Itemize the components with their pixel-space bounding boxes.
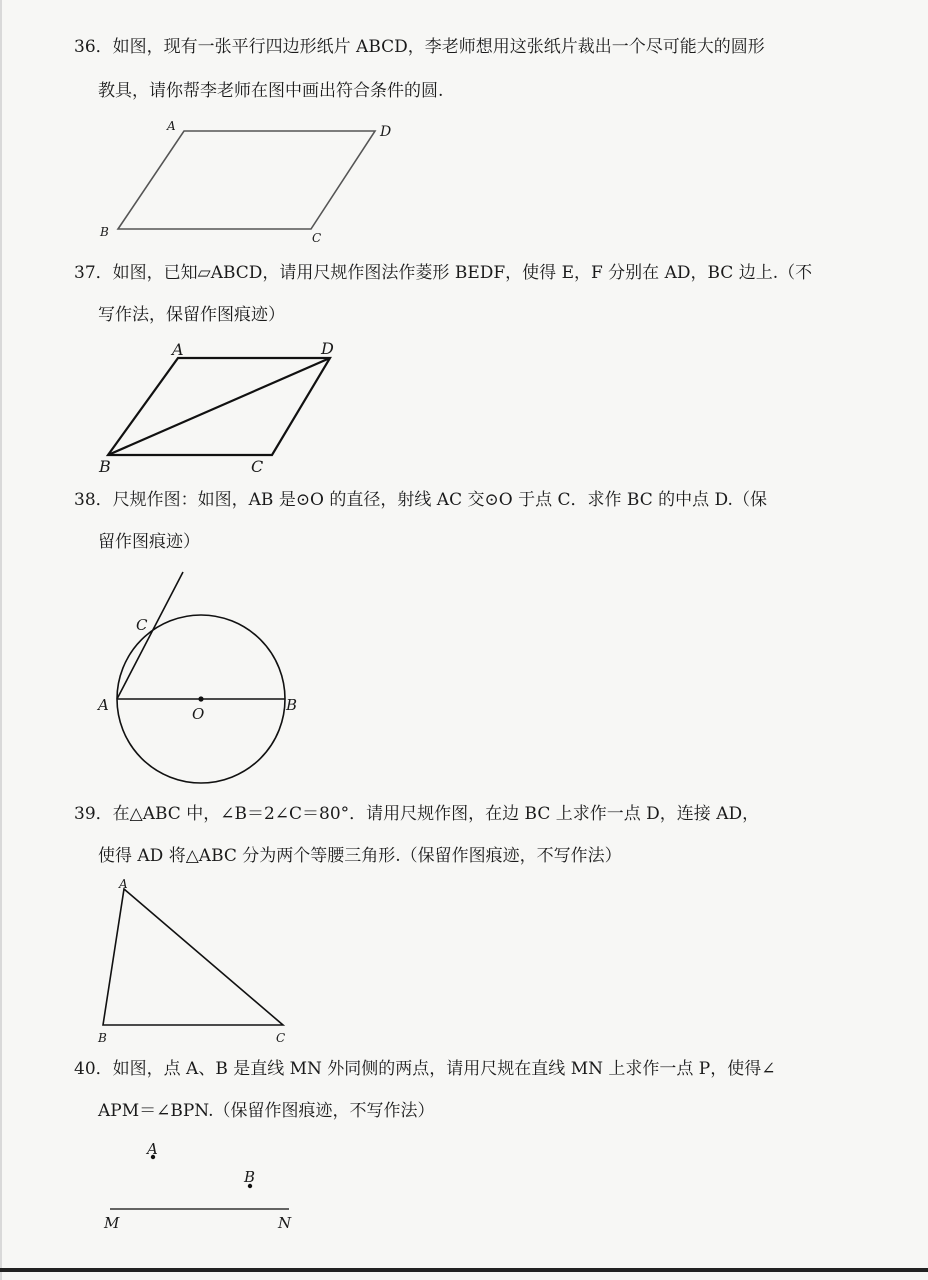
- q39-label-a: A: [119, 877, 128, 891]
- q39-label-c: C: [276, 1031, 286, 1045]
- q39-text1: 在△ABC 中，∠B＝2∠C＝80°．请用尺规作图，在边 BC 上求作一点 D，连接 AD，: [112, 804, 760, 824]
- q37-label-b: B: [99, 457, 111, 476]
- q40-line1: [0, 1058, 928, 1080]
- q36-label-b: B: [100, 225, 109, 239]
- page-bottom-border: [0, 1268, 928, 1272]
- q39-number: 39．: [74, 804, 113, 824]
- q40-text1: 如图，点 A、B 是直线 MN 外同侧的两点，请用尺规在直线 MN 上求作一点 P，使得∠: [112, 1059, 776, 1079]
- q36-line2: 教具，请你帮李老师在图中画出符合条件的圆.: [98, 81, 444, 101]
- q37-parallelogram: [98, 339, 334, 476]
- q37-label-a: A: [172, 340, 184, 359]
- q37-label-d: D: [321, 339, 334, 358]
- q40-line2: APM＝∠BPN.（保留作图痕迹，不写作法）: [98, 1101, 435, 1121]
- q36-label-a: A: [167, 119, 176, 133]
- q38-label-c: C: [136, 616, 148, 634]
- q38-line2: 留作图痕迹）: [98, 532, 200, 552]
- q38-label-a: A: [98, 696, 109, 714]
- q37-line2: 写作法，保留作图痕迹）: [98, 305, 285, 325]
- q40-label-m: M: [104, 1214, 120, 1232]
- q38-label-b: B: [286, 696, 298, 714]
- q38-circle-figure: [96, 572, 297, 783]
- q40-label-b: B: [244, 1168, 256, 1186]
- q37-label-c: C: [251, 457, 264, 476]
- q39-triangle: [97, 877, 285, 1045]
- q36-parallelogram: [99, 119, 391, 245]
- q38-text1: 尺规作图：如图，AB 是⊙O 的直径，射线 AC 交⊙O 于点 C．求作 BC 的中点 D.（保: [112, 490, 767, 510]
- q40-number: 40．: [74, 1059, 113, 1079]
- q36-number: 36．: [74, 37, 113, 57]
- q40-figure: [103, 1140, 292, 1232]
- q38-number: 38．: [74, 490, 113, 510]
- q36-label-c: C: [312, 231, 322, 245]
- q40-label-a: A: [147, 1140, 158, 1158]
- q37-text1: 如图，已知▱ABCD，请用尺规作图法作菱形 BEDF，使得 E，F 分别在 AD，BC 边上.（不: [112, 263, 813, 283]
- q37-line1: [0, 262, 928, 284]
- q38-line1: [0, 489, 928, 511]
- q40-label-n: N: [278, 1214, 292, 1232]
- q38-label-o: O: [192, 705, 205, 723]
- q39-line1: [0, 803, 928, 825]
- q37-number: 37．: [74, 263, 113, 283]
- q36-text1: 如图，现有一张平行四边形纸片 ABCD，李老师想用这张纸片裁出一个尽可能大的圆形: [112, 37, 765, 57]
- q39-label-b: B: [98, 1031, 107, 1045]
- q39-line2: 使得 AD 将△ABC 分为两个等腰三角形.（保留作图痕迹，不写作法）: [98, 846, 622, 866]
- q36-label-d: D: [380, 124, 392, 140]
